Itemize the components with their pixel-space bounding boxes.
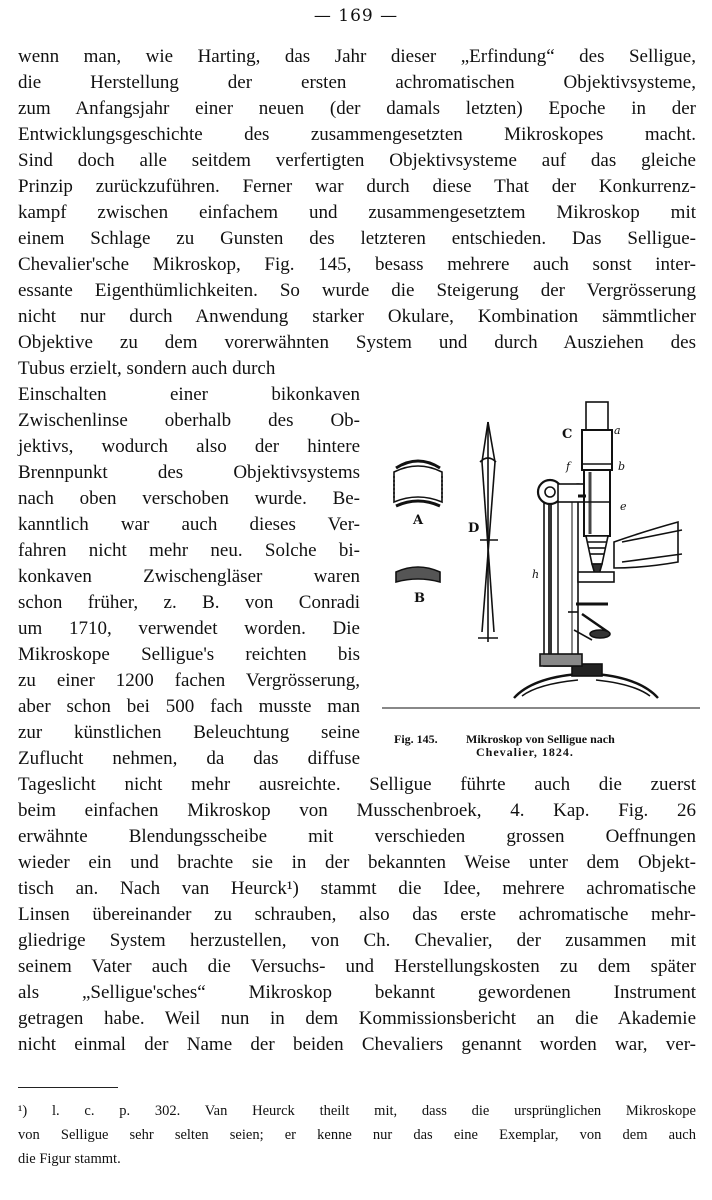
body-line: die Herstellung der ersten achromatischen Objektivsysteme, [18, 72, 696, 93]
body-line: tisch an. Nach van Heurck¹) stammt die Idee, mehrere achromatische [18, 878, 696, 899]
body-line: zu einer 1200 fachen Vergrösserung, [18, 670, 360, 691]
body-line: einem Schlage zu Gunsten des letzteren entschieden. Das Selligue- [18, 228, 696, 249]
body-line: Objektive zu dem vorerwähnten System und durch Ausziehen des [18, 332, 696, 353]
body-line: seinem Vater auch die Versuchs- und Herstellungskosten zu dem später [18, 956, 696, 977]
footnote-line: von Selligue sehr selten seien; er kenne nur das eine Exemplar, von dem auch [18, 1127, 696, 1143]
body-line: Einschalten einer bikonkaven [18, 384, 360, 405]
footnote-line: die Figur stammt. [18, 1151, 121, 1167]
ray-diagram [478, 422, 498, 642]
body-line: jektivs, wodurch also der hintere [18, 436, 360, 457]
body-line: Mikroskope Selligue's reichten bis [18, 644, 360, 665]
body-line: Tubus erzielt, sondern auch durch [18, 358, 276, 379]
body-line: gliedrige System herzustellen, von Ch. Chevalier, der zusammen mit [18, 930, 696, 951]
page-number: — 169 — [313, 6, 399, 26]
caption-title: Mikroskop von Selligue nach [466, 732, 615, 746]
body-line: getragen habe. Weil nun in dem Kommissionsbericht an die Akademie [18, 1008, 696, 1029]
body-line: zur künstlichen Beleuchtung seine [18, 722, 360, 743]
body-line: konkaven Zwischengläser waren [18, 566, 360, 587]
focus-knobs [538, 480, 588, 504]
lens-a-drawing [394, 461, 442, 506]
body-line: Chevalier'sche Mikroskop, Fig. 145, besass mehrere auch sonst inter- [18, 254, 696, 275]
caption-subtitle: Chevalier, 1824. [476, 745, 574, 759]
footnote-line: ¹) l. c. p. 302. Van Heurck theilt mit, dass die ursprünglichen Mikroskope [18, 1103, 696, 1119]
label-d: D [468, 521, 480, 536]
microscope-base [514, 664, 658, 698]
body-line: schon früher, z. B. von Conradi [18, 592, 360, 613]
body-line: wenn man, wie Harting, das Jahr dieser „Erfindung“ des Selligue, [18, 46, 696, 67]
body-line: erwähnte Blendungsscheibe mit verschieden grossen Oeffnungen [18, 826, 696, 847]
label-h-small: h [532, 568, 540, 581]
body-line: aber schon bei 500 fach musste man [18, 696, 360, 717]
body-line: zum Anfangsjahr einer neuen (der damals letzten) Epoche in der [18, 98, 696, 119]
footnote-divider [18, 1087, 118, 1088]
body-line: Prinzip zurückzuführen. Ferner war durch diese That der Konkurrenz- [18, 176, 696, 197]
microscope-tube [582, 402, 612, 578]
body-line: Tageslicht nicht mehr ausreichte. Selligue führte auch die zuerst [18, 774, 696, 795]
microscope-illustration [382, 392, 700, 712]
body-line: beim einfachen Mikroskop von Musschenbroek, 4. Kap. Fig. 26 [18, 800, 696, 821]
label-c: C [562, 427, 573, 442]
label-b-small: b [618, 460, 626, 473]
body-line: Linsen übereinander zu schrauben, also das erste achromatische mehr- [18, 904, 696, 925]
label-a-small: a [614, 424, 621, 437]
body-line: um 1710, verwendet worden. Die [18, 618, 360, 639]
body-line: Entwicklungsgeschichte des zusammengesetzten Mikroskopes macht. [18, 124, 696, 145]
label-f-small: f [566, 460, 571, 473]
body-line: essante Eigenthümlichkeiten. So wurde die Steigerung der Vergrösserung [18, 280, 696, 301]
body-line: nicht einmal der Name der beiden Chevaliers genannt worden war, ver- [18, 1034, 696, 1055]
microscope-pillar [540, 496, 582, 666]
body-line: kanntlich war auch dieses Ver- [18, 514, 360, 535]
label-b: B [414, 591, 425, 606]
body-line: Sind doch alle seitdem verfertigten Objektivsysteme auf das gleiche [18, 150, 696, 171]
body-line: Zwischenlinse oberhalb des Ob- [18, 410, 360, 431]
caption-figure-number: Fig. 145. [394, 732, 438, 746]
body-line: wieder ein und brachte sie in der bekannten Weise unter dem Objekt- [18, 852, 696, 873]
body-line: nicht nur durch Anwendung starker Okulare, Kombination sämmtlicher [18, 306, 696, 327]
lens-b-drawing [396, 567, 440, 582]
label-e-small: e [620, 500, 627, 513]
body-line: nach oben verschoben wurde. Be- [18, 488, 360, 509]
body-line: als „Selligue'sches“ Mikroskop bekannt gewordenen Instrument [18, 982, 696, 1003]
label-a: A [413, 513, 424, 528]
body-line: Zuflucht nehmen, da das diffuse [18, 748, 360, 769]
body-line: kampf zwischen einfachem und zusammengesetztem Mikroskop mit [18, 202, 696, 223]
body-line: Brennpunkt des Objektivsystems [18, 462, 360, 483]
body-line: fahren nicht mehr neu. Solche bi- [18, 540, 360, 561]
